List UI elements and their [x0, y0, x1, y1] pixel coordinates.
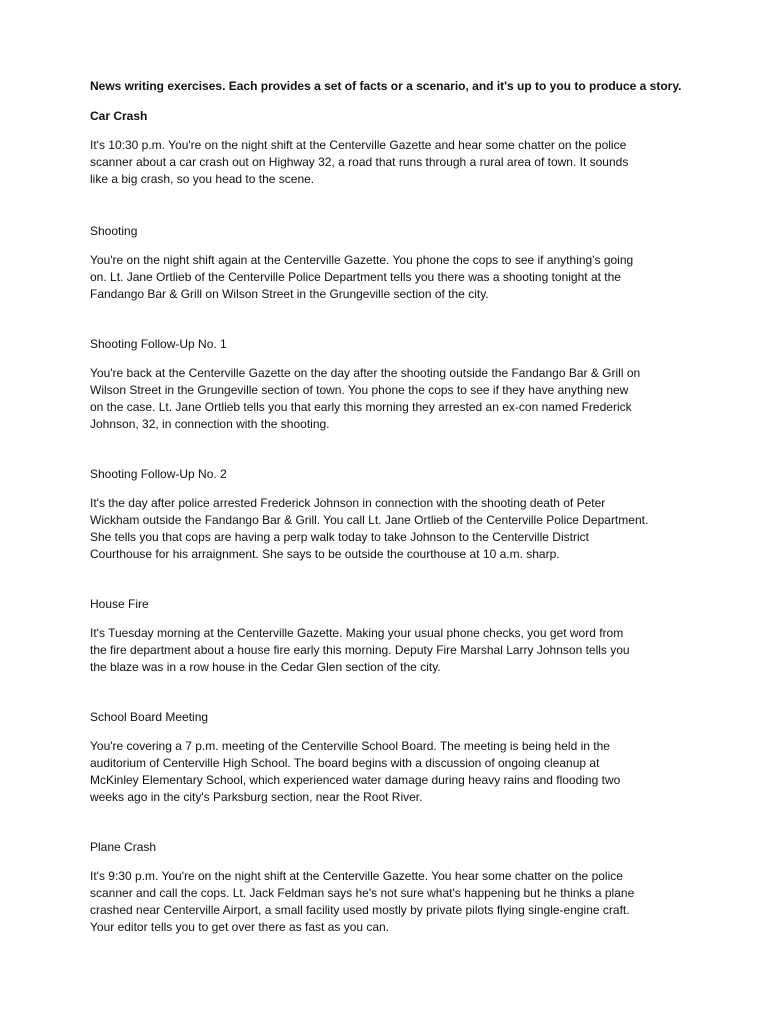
section-body-shooting-follow-up-1	[90, 365, 690, 433]
section-title-house-fire: House Fire	[90, 597, 149, 611]
section-title-shooting: Shooting	[90, 224, 138, 238]
body-line: Courthouse for his arraignment. She says to be outside the courthouse at 10 a.m. sharp.	[90, 547, 560, 561]
body-line: scanner and call the cops. Lt. Jack Feldman says he's not sure what's happening but he thinks a plane	[90, 886, 635, 900]
body-line: McKinley Elementary School, which experienced water damage during heavy rains and flooding two	[90, 773, 621, 787]
section-body-school-board-meeting	[90, 738, 690, 806]
body-line: on. Lt. Jane Ortlieb of the Centerville Police Department tells you there was a shooting tonight at the	[90, 270, 621, 284]
body-line: It's 9:30 p.m. You're on the night shift at the Centerville Gazette. You hear some chatter on the police	[90, 869, 623, 883]
body-line: You're on the night shift again at the Centerville Gazette. You phone the cops to see if anything's going	[90, 253, 634, 267]
document-page	[90, 78, 690, 969]
body-line: Wickham outside the Fandango Bar & Grill. You call Lt. Jane Ortlieb of the Centerville Police Department.	[90, 513, 649, 527]
section-title-car-crash: Car Crash	[90, 109, 148, 123]
body-line: scanner about a car crash out on Highway 32, a road that runs through a rural area of town. It sounds	[90, 155, 629, 169]
body-line: auditorium of Centerville High School. The board begins with a discussion of ongoing cleanup at	[90, 756, 600, 770]
body-line: Wilson Street in the Grungeville section of town. You phone the cops to see if they have anything new	[90, 383, 629, 397]
body-line: It's the day after police arrested Frederick Johnson in connection with the shooting death of Peter	[90, 496, 606, 510]
section-title-shooting-follow-up-2: Shooting Follow-Up No. 2	[90, 467, 227, 481]
section-body-plane-crash	[90, 868, 690, 936]
body-line: like a big crash, so you head to the scene.	[90, 172, 315, 186]
body-line: the blaze was in a row house in the Cedar Glen section of the city.	[90, 660, 441, 674]
body-line: It's Tuesday morning at the Centerville Gazette. Making your usual phone checks, you get word from	[90, 626, 624, 640]
section-title-plane-crash: Plane Crash	[90, 840, 157, 854]
section-title-school-board-meeting: School Board Meeting	[90, 710, 209, 724]
body-line: crashed near Centerville Airport, a small facility used mostly by private pilots flying single-engine craft.	[90, 903, 630, 917]
body-line: She tells you that cops are having a perp walk today to take Johnson to the Centerville District	[90, 530, 589, 544]
body-line: on the case. Lt. Jane Ortlieb tells you that early this morning they arrested an ex-con named Frederick	[90, 400, 632, 414]
section-title-shooting-follow-up-1: Shooting Follow-Up No. 1	[90, 337, 227, 351]
body-line: You're covering a 7 p.m. meeting of the Centerville School Board. The meeting is being held in the	[90, 739, 610, 753]
intro-text: News writing exercises. Each provides a set of facts or a scenario, and it's up to you to produce a story.	[90, 79, 682, 93]
section-body-shooting	[90, 252, 690, 303]
body-line: It's 10:30 p.m. You're on the night shift at the Centerville Gazette and hear some chatter on the police	[90, 138, 627, 152]
section-body-house-fire	[90, 625, 690, 676]
body-line: the fire department about a house fire early this morning. Deputy Fire Marshal Larry Johnson tells you	[90, 643, 630, 657]
body-line: Johnson, 32, in connection with the shooting.	[90, 417, 330, 431]
section-body-car-crash	[90, 137, 690, 188]
body-line: You're back at the Centerville Gazette on the day after the shooting outside the Fandango Bar & Grill on	[90, 366, 641, 380]
section-body-shooting-follow-up-2	[90, 495, 690, 563]
body-line: weeks ago in the city's Parksburg section, near the Root River.	[90, 790, 423, 804]
body-line: Fandango Bar & Grill on Wilson Street in the Grungeville section of the city.	[90, 287, 489, 301]
body-line: Your editor tells you to get over there as fast as you can.	[90, 920, 390, 934]
